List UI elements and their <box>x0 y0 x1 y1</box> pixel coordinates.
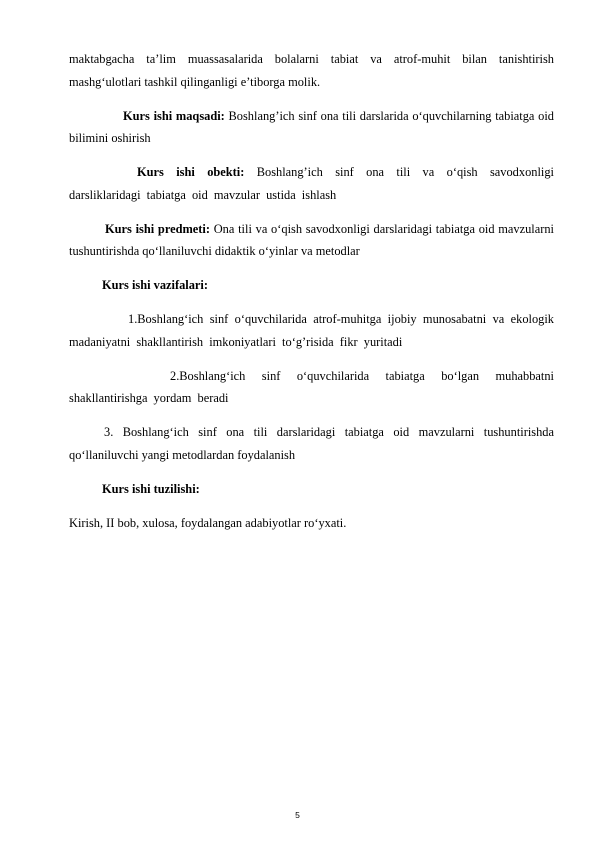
document-page <box>69 48 554 546</box>
tasks-heading: Kurs ishi vazifalari: <box>102 278 209 292</box>
task-item-3: 3. Boshlang‘ich sinf ona tili darslaridagi tabiatga oid mavzularni tushuntirishda qo‘llaniluvchi yangi metodlardan foydalanish <box>69 425 554 462</box>
structure-paragraph: Kirish, II bob, xulosa, foydalangan adabiyotlar ro‘yxati. <box>69 515 347 530</box>
object-paragraph <box>69 161 554 206</box>
task-item-1: 1.Boshlang‘ich sinf o‘quvchilarida atrof-muhitga ijobiy munosabatni va ekologik madaniyatni shakllantirish imkoniyatlari to‘g’risida fikr yuritadi <box>69 312 554 349</box>
object-text: Boshlang’ich sinf ona tili va o‘qish savodxonligi darsliklaridagi tabiatga oid mavzular ustida ishlash <box>69 165 554 202</box>
subject-label: Kurs ishi predmeti: <box>105 221 210 236</box>
purpose-label: Kurs ishi maqsadi: <box>123 108 225 123</box>
purpose-paragraph <box>69 105 554 150</box>
subject-text: Ona tili va o‘qish savodxonligi darslaridagi tabiatga oid mavzularni tushuntirishda qo‘llaniluvchi didaktik o‘yinlar va metodlar <box>69 221 555 258</box>
intro-paragraph: maktabgacha ta’lim muassasalarida bolalarni tabiat va atrof-muhit bilan tanishtirish mashg‘ulotlari tashkil qilinganligi e’tiborga molik. <box>69 52 554 89</box>
subject-paragraph <box>69 218 554 263</box>
object-label: Kurs ishi obekti: <box>137 165 245 179</box>
task-item-2: 2.Boshlang‘ich sinf o‘quvchilarida tabiatga bo‘lgan muhabbatni shakllantirishga yordam beradi <box>69 368 554 405</box>
structure-heading: Kurs ishi tuzilishi: <box>102 481 200 496</box>
purpose-text: Boshlang’ich sinf ona tili darslarida o‘quvchilarning tabiatga oid bilimini oshirish <box>69 108 554 145</box>
page-number: 5 <box>295 810 300 820</box>
